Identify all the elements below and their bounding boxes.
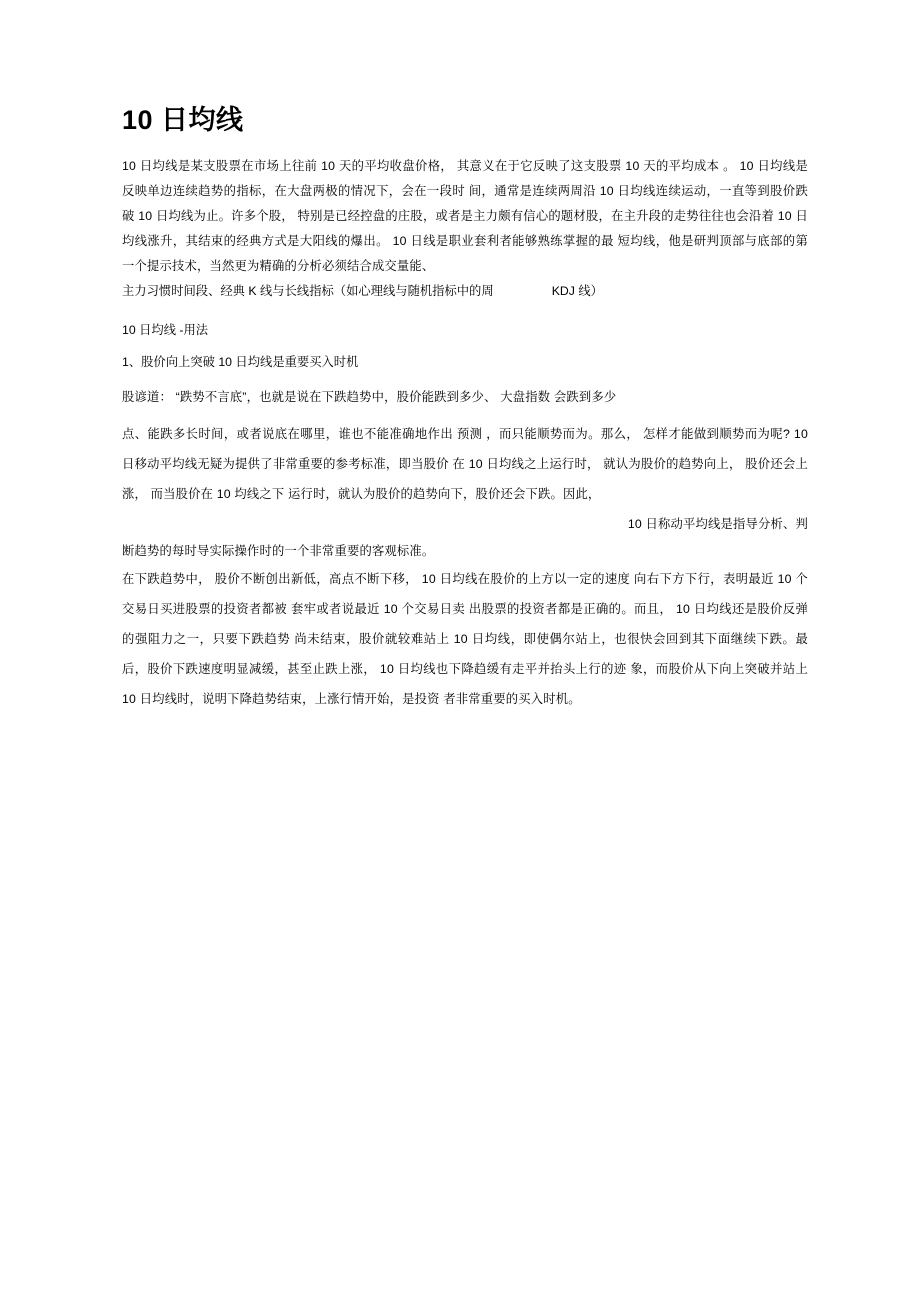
spacer xyxy=(122,375,808,382)
section-usage-heading: 10 日均线 -用法 xyxy=(122,323,209,338)
paragraph-intro: 10 日均线是某支股票在市场上往前 10 天的平均收盘价格， 其意义在于它反映了这支股票 10 天的平均成本 。 10 日均线是反映单边连续趋势的指标，在大盘两极的情况下，会在一段时 间，通常是连续两周沿 10 日均线连续运动，一直等到股价跌破 10 日均线为止。许多个股， 特别是已经控盘的庄股，或者是主力颇有信心的题材股，在主升段的走势往往也会沿着 10 日均线涨升，其结束的经典方式是大阳线的爆出。 10 日线是职业套利者能够熟练掌握的最 短均线，他是研判顶部与底部的第一个提示技术，当然更为精确的分析必须结合成交量能、 xyxy=(122,159,808,274)
paragraph-body-2: 点、能跌多长时间，或者说底在哪里，谁也不能准确地作出 预测 ，而只能顺势而为。那么， 怎样才能做到顺势而为呢? 10 日移动平均线无疑为提供了非常重要的参考标准，即当股价 在 10 日均线之上运行时， 就认为股价的趋势向上， 股价还会上涨， 而当股价在 10 均线之下 运行时，就认为股价的趋势向下，股价还会下跌。因此， xyxy=(122,427,808,502)
paragraph-body-4: 断趋势的每时导实际操作时的一个非常重要的客观标准。 xyxy=(122,544,435,559)
list-item-point-1: 1、股价向上突破 10 日均线是重要买入时机 xyxy=(122,355,359,370)
page-title: 10 日均线 xyxy=(122,105,244,135)
paragraph-kdj: 主力习惯时间段、经典 K 线与长线指标（如心理线与随机指标中的周 KDJ 线） xyxy=(122,284,603,299)
spacer xyxy=(122,343,808,350)
spacer xyxy=(122,304,808,318)
paragraph-body-3: 10 日称动平均线是指导分析、判 xyxy=(627,517,808,532)
paragraph-body-1: 股谚道： “跌势不言底”，也就是说在下跌趋势中，股价能跌到多少、 大盘指数 会跌到多少 xyxy=(122,390,617,405)
paragraph-body-5: 在下跌趋势中， 股价不断创出新低，高点不断下移， 10 日均线在股价的上方以一定的速度 向右下方下行，表明最近 10 个交易日买进股票的投资者都被 套牢或者说最近 10 个交易日卖 出股票的投资者都是正确的。而且， 10 日均线还是股价反弹的强阻力之一，只要下跌趋势 尚未结束，股价就较难站上 10 日均线，即使偶尔站上，也很快会回到其下面继续下跌。最 后，股价下跌速度明显减缓，甚至止跌上涨， 10 日均线也下降趋缓有走平并抬头上行的迹 象，而股价从下向上突破并站上 10 日均线时，说明下降趋势结束，上涨行情开始，是投资 者非常重要的买入时机。 xyxy=(122,572,808,707)
spacer xyxy=(122,412,808,419)
